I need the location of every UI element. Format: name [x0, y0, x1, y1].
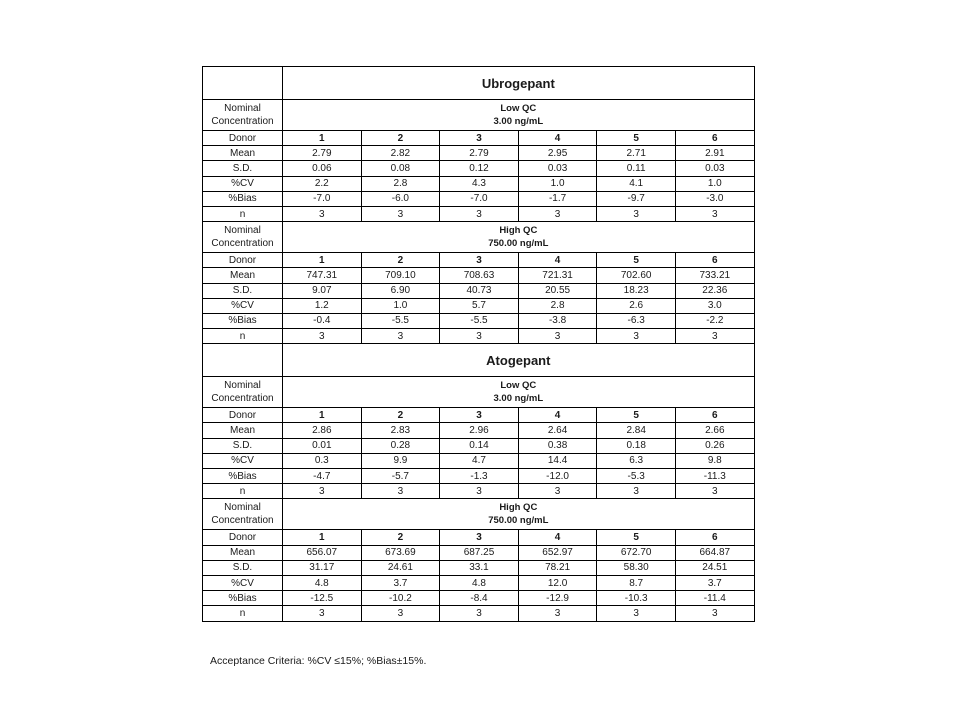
- bias-label: %Bias: [203, 313, 283, 328]
- nominal-label-line-1: Nominal: [224, 103, 261, 114]
- nominal-concentration-row: [203, 377, 755, 408]
- cv-value-cell: 8.7: [597, 575, 676, 590]
- donor-number-cell: 6: [675, 530, 754, 545]
- n-value-cell: 3: [597, 484, 676, 499]
- sd-label: S.D.: [203, 438, 283, 453]
- bias-value-cell: -0.4: [283, 313, 362, 328]
- donor-number-cell: 1: [283, 131, 362, 146]
- sd-label: S.D.: [203, 283, 283, 298]
- cv-value-cell: 1.2: [283, 298, 362, 313]
- qc-table-body: [203, 67, 755, 622]
- sd-value-cell: 0.38: [518, 438, 597, 453]
- nominal-concentration-row: [203, 222, 755, 253]
- sd-value-cell: 0.11: [597, 161, 676, 176]
- sd-row: [203, 560, 755, 575]
- bias-value-cell: -10.2: [361, 591, 440, 606]
- donor-number-cell: 5: [597, 131, 676, 146]
- cv-value-cell: 4.3: [440, 176, 519, 191]
- sd-value-cell: 0.28: [361, 438, 440, 453]
- sd-value-cell: 0.08: [361, 161, 440, 176]
- donor-number-cell: 6: [675, 408, 754, 423]
- mean-value-cell: 702.60: [597, 268, 676, 283]
- qc-level-cell: [283, 100, 755, 131]
- mean-value-cell: 2.84: [597, 423, 676, 438]
- donor-row: [203, 408, 755, 423]
- n-value-cell: 3: [361, 484, 440, 499]
- drug-header-row: [203, 67, 755, 100]
- sd-value-cell: 0.26: [675, 438, 754, 453]
- donor-number-cell: 4: [518, 530, 597, 545]
- mean-value-cell: 747.31: [283, 268, 362, 283]
- n-row: [203, 206, 755, 221]
- mean-value-cell: 2.66: [675, 423, 754, 438]
- donor-row: [203, 253, 755, 268]
- sd-value-cell: 0.03: [518, 161, 597, 176]
- bias-row: [203, 191, 755, 206]
- cv-value-cell: 2.6: [597, 298, 676, 313]
- donor-label: Donor: [203, 253, 283, 268]
- mean-value-cell: 656.07: [283, 545, 362, 560]
- cv-value-cell: 1.0: [361, 298, 440, 313]
- drug-name: Ubrogepant: [283, 67, 755, 100]
- qc-results-table: [202, 66, 755, 622]
- bias-value-cell: -5.3: [597, 469, 676, 484]
- cv-row: [203, 575, 755, 590]
- qc-concentration: 750.00 ng/mL: [488, 515, 549, 527]
- qc-level-name: High QC: [499, 225, 538, 237]
- donor-number-cell: 3: [440, 131, 519, 146]
- donor-number-cell: 2: [361, 131, 440, 146]
- sd-label: S.D.: [203, 161, 283, 176]
- nominal-label-line-1: Nominal: [224, 502, 261, 514]
- cv-value-cell: 3.7: [361, 575, 440, 590]
- mean-row: [203, 146, 755, 161]
- n-value-cell: 3: [675, 484, 754, 499]
- sd-value-cell: 6.90: [361, 283, 440, 298]
- mean-value-cell: 2.71: [597, 146, 676, 161]
- bias-value-cell: -5.7: [361, 469, 440, 484]
- bias-value-cell: -3.8: [518, 313, 597, 328]
- bias-row: [203, 591, 755, 606]
- cv-label: %CV: [203, 176, 283, 191]
- mean-row: [203, 545, 755, 560]
- n-value-cell: 3: [440, 206, 519, 221]
- sd-label: S.D.: [203, 560, 283, 575]
- bias-value-cell: -4.7: [283, 469, 362, 484]
- cv-label: %CV: [203, 453, 283, 468]
- cv-value-cell: 3.7: [675, 575, 754, 590]
- mean-value-cell: 2.86: [283, 423, 362, 438]
- cv-value-cell: 2.8: [361, 176, 440, 191]
- bias-label: %Bias: [203, 191, 283, 206]
- cv-value-cell: 14.4: [518, 453, 597, 468]
- cv-row: [203, 176, 755, 191]
- cv-value-cell: 1.0: [518, 176, 597, 191]
- n-value-cell: 3: [440, 329, 519, 344]
- donor-row: [203, 131, 755, 146]
- qc-concentration: 3.00 ng/mL: [493, 116, 544, 127]
- sd-value-cell: 24.51: [675, 560, 754, 575]
- donor-number-cell: 4: [518, 253, 597, 268]
- sd-row: [203, 283, 755, 298]
- qc-concentration: 3.00 ng/mL: [493, 393, 544, 405]
- donor-row: [203, 530, 755, 545]
- mean-value-cell: 2.95: [518, 146, 597, 161]
- bias-value-cell: -7.0: [440, 191, 519, 206]
- donor-number-cell: 2: [361, 253, 440, 268]
- n-value-cell: 3: [283, 329, 362, 344]
- donor-number-cell: 4: [518, 408, 597, 423]
- qc-level-cell: [283, 222, 755, 253]
- n-label: n: [203, 484, 283, 499]
- donor-number-cell: 3: [440, 530, 519, 545]
- n-value-cell: 3: [283, 206, 362, 221]
- donor-label: Donor: [203, 131, 283, 146]
- bias-row: [203, 313, 755, 328]
- qc-level-name: Low QC: [500, 103, 537, 114]
- sd-value-cell: 0.18: [597, 438, 676, 453]
- nominal-label-line-2: Concentration: [211, 393, 274, 405]
- cv-value-cell: 6.3: [597, 453, 676, 468]
- sd-row: [203, 438, 755, 453]
- cv-value-cell: 4.1: [597, 176, 676, 191]
- nominal-label-line-2: Concentration: [211, 116, 274, 127]
- bias-value-cell: -12.0: [518, 469, 597, 484]
- mean-value-cell: 652.97: [518, 545, 597, 560]
- n-label: n: [203, 606, 283, 621]
- bias-label: %Bias: [203, 469, 283, 484]
- donor-number-cell: 5: [597, 408, 676, 423]
- n-value-cell: 3: [440, 484, 519, 499]
- n-value-cell: 3: [283, 484, 362, 499]
- n-row: [203, 606, 755, 621]
- n-value-cell: 3: [361, 329, 440, 344]
- donor-number-cell: 3: [440, 408, 519, 423]
- bias-value-cell: -3.0: [675, 191, 754, 206]
- donor-number-cell: 2: [361, 530, 440, 545]
- qc-level-name: High QC: [499, 502, 538, 514]
- bias-value-cell: -7.0: [283, 191, 362, 206]
- n-label: n: [203, 329, 283, 344]
- bias-value-cell: -9.7: [597, 191, 676, 206]
- nominal-concentration-label: [203, 100, 283, 131]
- bias-value-cell: -8.4: [440, 591, 519, 606]
- donor-number-cell: 5: [597, 253, 676, 268]
- mean-value-cell: 721.31: [518, 268, 597, 283]
- donor-number-cell: 1: [283, 253, 362, 268]
- n-value-cell: 3: [675, 606, 754, 621]
- nominal-concentration-label: [203, 499, 283, 530]
- mean-value-cell: 2.96: [440, 423, 519, 438]
- donor-number-cell: 4: [518, 131, 597, 146]
- n-row: [203, 329, 755, 344]
- cv-row: [203, 453, 755, 468]
- nominal-label-line-1: Nominal: [224, 225, 261, 237]
- mean-value-cell: 2.79: [440, 146, 519, 161]
- cv-label: %CV: [203, 575, 283, 590]
- n-value-cell: 3: [361, 206, 440, 221]
- drug-header-row: [203, 344, 755, 377]
- sd-value-cell: 24.61: [361, 560, 440, 575]
- cv-value-cell: 2.2: [283, 176, 362, 191]
- sd-value-cell: 18.23: [597, 283, 676, 298]
- n-value-cell: 3: [518, 606, 597, 621]
- n-value-cell: 3: [518, 329, 597, 344]
- sd-value-cell: 22.36: [675, 283, 754, 298]
- n-value-cell: 3: [361, 606, 440, 621]
- donor-number-cell: 5: [597, 530, 676, 545]
- n-value-cell: 3: [440, 606, 519, 621]
- n-value-cell: 3: [597, 329, 676, 344]
- acceptance-criteria-note: Acceptance Criteria: %CV ≤15%; %Bias±15%.: [210, 655, 427, 667]
- nominal-label-line-1: Nominal: [224, 380, 261, 392]
- bias-value-cell: -6.0: [361, 191, 440, 206]
- sd-value-cell: 0.03: [675, 161, 754, 176]
- bias-value-cell: -2.2: [675, 313, 754, 328]
- n-value-cell: 3: [518, 206, 597, 221]
- sd-value-cell: 78.21: [518, 560, 597, 575]
- donor-label: Donor: [203, 530, 283, 545]
- n-row: [203, 484, 755, 499]
- donor-label: Donor: [203, 408, 283, 423]
- bias-value-cell: -10.3: [597, 591, 676, 606]
- sd-value-cell: 20.55: [518, 283, 597, 298]
- n-value-cell: 3: [675, 206, 754, 221]
- sd-row: [203, 161, 755, 176]
- sd-value-cell: 0.06: [283, 161, 362, 176]
- mean-value-cell: 673.69: [361, 545, 440, 560]
- mean-row: [203, 423, 755, 438]
- cv-value-cell: 4.8: [440, 575, 519, 590]
- n-value-cell: 3: [675, 329, 754, 344]
- sd-value-cell: 58.30: [597, 560, 676, 575]
- nominal-concentration-row: [203, 100, 755, 131]
- nominal-concentration-row: [203, 499, 755, 530]
- sd-value-cell: 33.1: [440, 560, 519, 575]
- cv-value-cell: 1.0: [675, 176, 754, 191]
- sd-value-cell: 40.73: [440, 283, 519, 298]
- qc-level-cell: [283, 499, 755, 530]
- nominal-label-line-2: Concentration: [211, 515, 274, 527]
- bias-value-cell: -1.3: [440, 469, 519, 484]
- bias-label: %Bias: [203, 591, 283, 606]
- drug-header-blank: [203, 67, 283, 100]
- cv-value-cell: 12.0: [518, 575, 597, 590]
- mean-value-cell: 672.70: [597, 545, 676, 560]
- donor-number-cell: 3: [440, 253, 519, 268]
- mean-value-cell: 733.21: [675, 268, 754, 283]
- qc-level-name: Low QC: [500, 380, 537, 392]
- sd-value-cell: 0.01: [283, 438, 362, 453]
- mean-value-cell: 2.91: [675, 146, 754, 161]
- bias-value-cell: -11.3: [675, 469, 754, 484]
- cv-value-cell: 9.8: [675, 453, 754, 468]
- mean-value-cell: 2.79: [283, 146, 362, 161]
- cv-value-cell: 5.7: [440, 298, 519, 313]
- qc-concentration: 750.00 ng/mL: [488, 238, 549, 250]
- bias-value-cell: -1.7: [518, 191, 597, 206]
- bias-value-cell: -12.5: [283, 591, 362, 606]
- mean-value-cell: 687.25: [440, 545, 519, 560]
- mean-label: Mean: [203, 146, 283, 161]
- mean-value-cell: 709.10: [361, 268, 440, 283]
- nominal-concentration-label: [203, 222, 283, 253]
- cv-value-cell: 4.7: [440, 453, 519, 468]
- bias-value-cell: -5.5: [361, 313, 440, 328]
- bias-row: [203, 469, 755, 484]
- sd-value-cell: 9.07: [283, 283, 362, 298]
- sd-value-cell: 31.17: [283, 560, 362, 575]
- bias-value-cell: -6.3: [597, 313, 676, 328]
- mean-row: [203, 268, 755, 283]
- drug-header-blank: [203, 344, 283, 377]
- mean-value-cell: 708.63: [440, 268, 519, 283]
- nominal-label-line-2: Concentration: [211, 238, 274, 250]
- nominal-concentration-label: [203, 377, 283, 408]
- cv-value-cell: 0.3: [283, 453, 362, 468]
- bias-value-cell: -11.4: [675, 591, 754, 606]
- mean-value-cell: 2.83: [361, 423, 440, 438]
- n-value-cell: 3: [283, 606, 362, 621]
- donor-number-cell: 6: [675, 131, 754, 146]
- cv-label: %CV: [203, 298, 283, 313]
- n-label: n: [203, 206, 283, 221]
- mean-value-cell: 2.82: [361, 146, 440, 161]
- mean-label: Mean: [203, 545, 283, 560]
- mean-value-cell: 2.64: [518, 423, 597, 438]
- sd-value-cell: 0.12: [440, 161, 519, 176]
- bias-value-cell: -12.9: [518, 591, 597, 606]
- cv-value-cell: 9.9: [361, 453, 440, 468]
- cv-row: [203, 298, 755, 313]
- sd-value-cell: 0.14: [440, 438, 519, 453]
- mean-label: Mean: [203, 423, 283, 438]
- donor-number-cell: 6: [675, 253, 754, 268]
- mean-label: Mean: [203, 268, 283, 283]
- drug-name: Atogepant: [283, 344, 755, 377]
- donor-number-cell: 1: [283, 408, 362, 423]
- mean-value-cell: 664.87: [675, 545, 754, 560]
- cv-value-cell: 4.8: [283, 575, 362, 590]
- cv-value-cell: 2.8: [518, 298, 597, 313]
- bias-value-cell: -5.5: [440, 313, 519, 328]
- n-value-cell: 3: [597, 606, 676, 621]
- n-value-cell: 3: [597, 206, 676, 221]
- qc-level-cell: [283, 377, 755, 408]
- donor-number-cell: 2: [361, 408, 440, 423]
- n-value-cell: 3: [518, 484, 597, 499]
- donor-number-cell: 1: [283, 530, 362, 545]
- cv-value-cell: 3.0: [675, 298, 754, 313]
